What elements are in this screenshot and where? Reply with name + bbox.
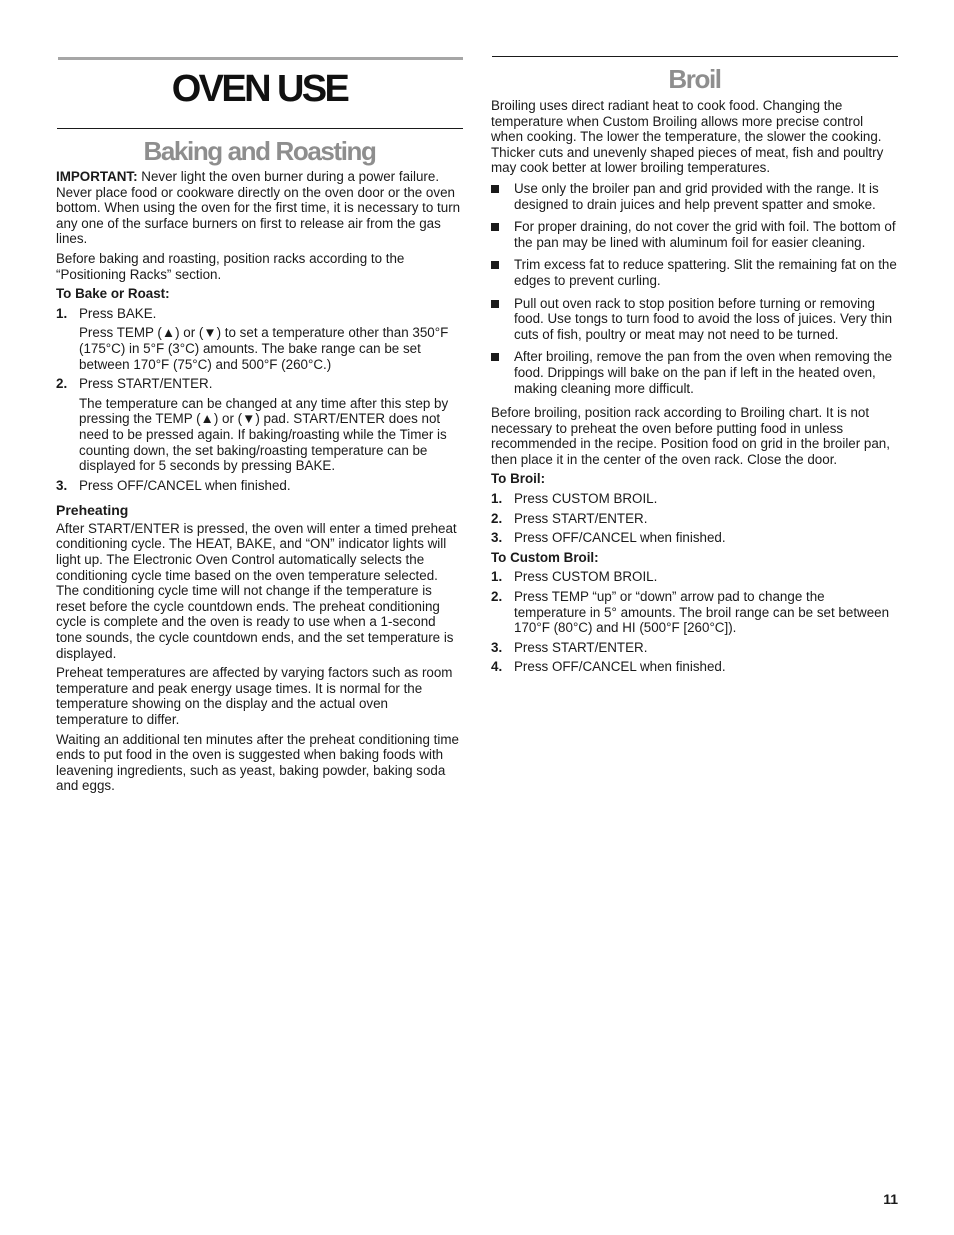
preheating-heading: Preheating (56, 502, 129, 519)
baking-section-title: Baking and Roasting (143, 136, 376, 166)
broil-section-title: Broil (668, 64, 721, 94)
tip-text: After broiling, remove the pan from the oven when removing the food. Drippings will bake on the pan if left in the heated oven, making cleaning more difficult. (514, 349, 893, 396)
step-text: Press START/ENTER. (79, 376, 213, 392)
baking-intro: Before baking and roasting, position racks according to the “Positioning Racks” section. (56, 250, 405, 282)
step-number: 1. (491, 569, 503, 585)
step-number: 2. (491, 589, 503, 605)
preheating-paragraph: After START/ENTER is pressed, the oven will enter a timed preheat conditioning cycle. The HEAT, BAKE, and “ON” indicator lights will light up. The Electronic Oven Control automatically selects the conditioning cycle time based on the oven temperature selected. The conditioning cycle time will not change if the temperature is reset before the cycle countdown ends. The preheat conditioning cycle is complete and the oven is ready to use when a 1-second tone sounds, the cycle countdown ends, and the set temperature is displayed. (56, 520, 457, 661)
broil-step (491, 511, 898, 527)
tip-text: For proper draining, do not cover the grid with foil. The bottom of the pan may be lined with aluminum foil for easier cleaning. (514, 219, 896, 250)
broil-step (491, 530, 898, 546)
broil-top-rule (492, 56, 898, 57)
baking-content (56, 169, 463, 798)
tip-text: Use only the broiler pan and grid provided with the range. It is designed to drain juices and help prevent spatter and smoke. (514, 180, 879, 212)
broil-before: Before broiling, position rack according to Broiling chart. It is not necessary to preheat the oven before putting food in unless recommended in the recipe. Position food on grid in the broiler pan, then place it in the center of the oven rack. Close the door. (491, 405, 890, 467)
step-detail: The temperature can be changed at any time after this step by pressing the TEMP (▲) or (▼) pad. START/ENTER does not need to be pressed again. If baking/roasting while the Timer is counting down, the set baking/roasting temperature can be displayed for 5 seconds by pressing BAKE. (79, 395, 449, 474)
step-text: Press START/ENTER. (514, 510, 648, 526)
list-item (491, 349, 898, 396)
custom-broil-step (491, 659, 898, 675)
custom-broil-step (491, 640, 898, 656)
custom-broil-label: To Custom Broil: (491, 549, 599, 565)
list-item (491, 219, 898, 250)
title-top-rule (58, 57, 463, 60)
step-text: Press CUSTOM BROIL. (514, 491, 658, 507)
step-text: Press START/ENTER. (514, 639, 648, 655)
step-text: Press OFF/CANCEL when finished. (79, 477, 291, 493)
step-text: Press CUSTOM BROIL. (514, 569, 658, 585)
step-detail: Press TEMP (▲) or (▼) to set a temperature other than 350°F (175°C) in 5°F (3°C) amounts. The bake range can be set between 170°F (75°C) and 500°F (260°C.) (79, 325, 449, 372)
important-label: IMPORTANT: (56, 169, 138, 184)
to-broil-label: To Broil: (491, 471, 546, 487)
custom-broil-step (491, 569, 898, 585)
title-bottom-rule (57, 128, 463, 129)
step-number: 1. (56, 305, 68, 321)
step-number: 3. (491, 639, 503, 655)
step-number: 2. (491, 510, 503, 526)
custom-broil-steps (491, 569, 898, 675)
broil-content (491, 98, 898, 679)
black-square-icon (491, 223, 499, 231)
step-text: Press OFF/CANCEL when finished. (514, 530, 726, 546)
bake-step (56, 376, 463, 392)
preheating-paragraph: Waiting an additional ten minutes after the preheat conditioning time ends to put food in the oven is suggested when baking foods with leavening ingredients, such as yeast, baking powder, baking soda and eggs. (56, 731, 459, 794)
to-broil-steps (491, 491, 898, 546)
preheating-paragraph: Preheat temperatures are affected by varying factors such as room temperature and peak energy usage times. It is normal for the temperature showing on the display and the actual oven temperature to differ. (56, 665, 453, 727)
broil-intro: Broiling uses direct radiant heat to cook food. Changing the temperature when Custom Broiling allows more precise control when cooking. The lower the temperature, the slower the cooking. Thicker cuts and unevenly shaped pieces of meat, fish and poultry may cook better at lower broiling temperatures. (491, 98, 884, 176)
bake-steps (56, 306, 463, 494)
step-number: 3. (491, 530, 503, 546)
important-text: Never light the oven burner during a power failure. Never place food or cookware directly on the oven door or the oven bottom. When using the oven for the first time, it is necessary to turn any one of the surface burners on first to release air from the gas lines. (56, 169, 461, 247)
broil-step (491, 491, 898, 507)
tip-text: Pull out oven rack to stop position before turning or removing food. Use tongs to turn food to avoid the loss of juices. Very thin cuts of fish, poultry or meat may not need to be turned. (514, 295, 893, 342)
list-item (491, 296, 898, 343)
black-square-icon (491, 300, 499, 308)
black-square-icon (491, 261, 499, 269)
step-number: 2. (56, 376, 68, 392)
step-number: 3. (56, 477, 68, 493)
step-number: 1. (491, 491, 503, 507)
step-number: 4. (491, 659, 503, 675)
page-title: OVEN USE (171, 68, 348, 110)
custom-broil-step (491, 589, 898, 636)
broil-tips (491, 181, 898, 396)
black-square-icon (491, 353, 499, 361)
important-note (56, 169, 463, 247)
black-square-icon (491, 185, 499, 193)
step-text: Press OFF/CANCEL when finished. (514, 659, 726, 675)
bake-roast-label: To Bake or Roast: (56, 286, 170, 302)
bake-step (56, 306, 463, 322)
step-text: Press TEMP “up” or “down” arrow pad to change the temperature in 5° amounts. The broil range can be set between 170°F (80°C) and HI (500°F [260°C]). (514, 589, 890, 636)
bake-step (56, 478, 463, 494)
page-number: 11 (883, 1191, 898, 1207)
tip-text: Trim excess fat to reduce spattering. Slit the remaining fat on the edges to prevent curling. (514, 257, 897, 288)
list-item (491, 257, 898, 288)
step-text: Press BAKE. (79, 305, 157, 321)
list-item (491, 181, 898, 212)
